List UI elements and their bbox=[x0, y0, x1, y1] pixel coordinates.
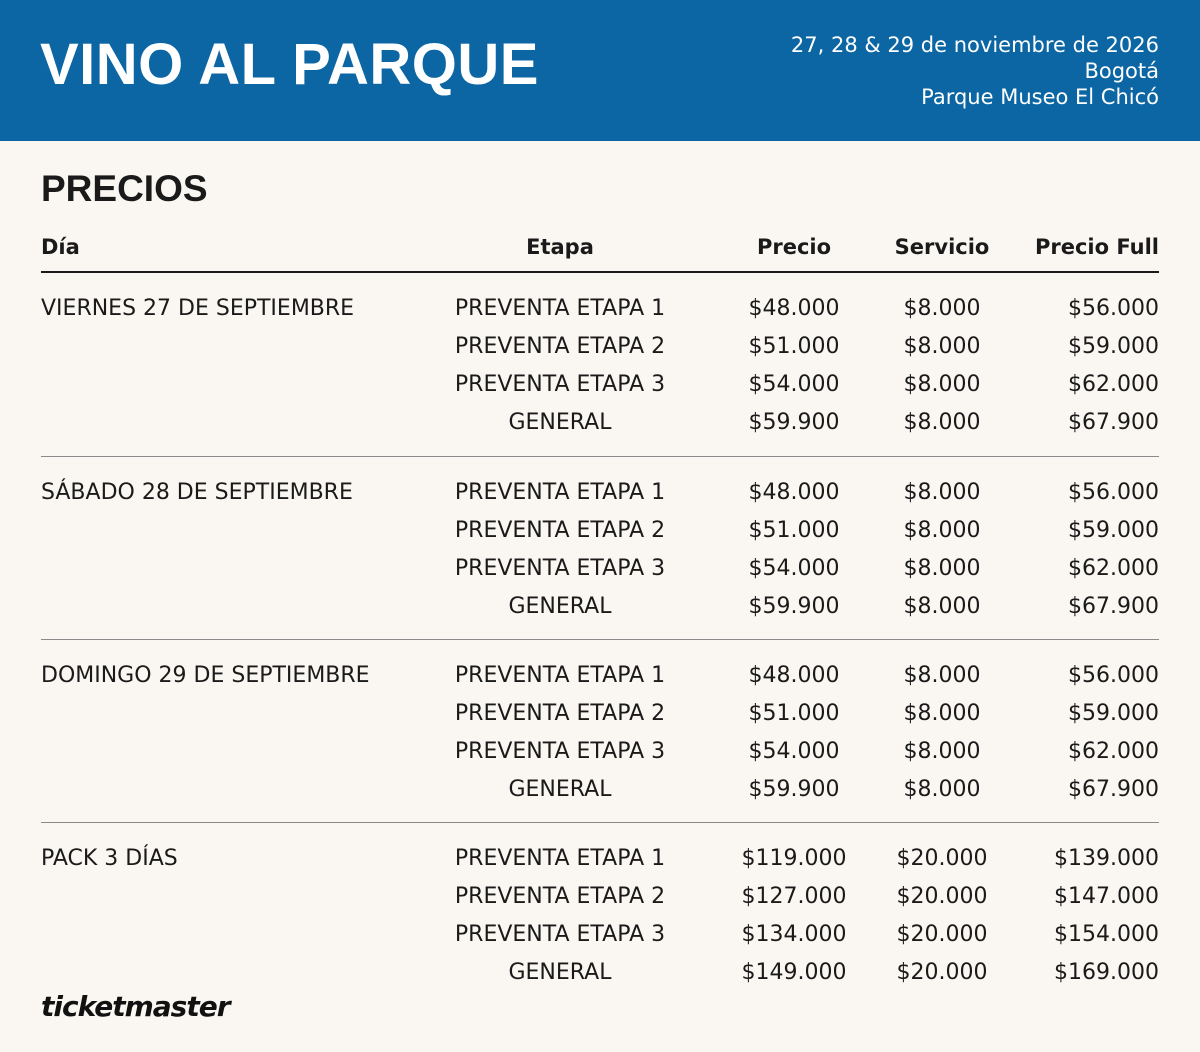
table-row bbox=[41, 662, 1159, 700]
cell-precio-full: $62.000 bbox=[1068, 556, 1159, 581]
cell-etapa: PREVENTA ETAPA 1 bbox=[454, 846, 666, 871]
event-city: Bogotá bbox=[1084, 59, 1159, 83]
table-row bbox=[41, 333, 1159, 371]
day-group bbox=[41, 457, 1159, 640]
event-info bbox=[791, 32, 1159, 110]
table-row bbox=[41, 883, 1159, 921]
cell-precio-full: $67.900 bbox=[1068, 777, 1159, 802]
table-row bbox=[41, 409, 1159, 447]
day-group bbox=[41, 823, 1159, 1005]
cell-etapa: PREVENTA ETAPA 1 bbox=[454, 296, 666, 321]
cell-precio-full: $154.000 bbox=[1054, 922, 1159, 947]
cell-precio: $54.000 bbox=[748, 372, 840, 397]
cell-servicio: $8.000 bbox=[903, 663, 981, 688]
cell-precio-full: $62.000 bbox=[1068, 372, 1159, 397]
prices-table bbox=[41, 228, 1159, 1005]
table-row bbox=[41, 555, 1159, 593]
cell-etapa: PREVENTA ETAPA 1 bbox=[454, 480, 666, 505]
cell-precio-full: $67.900 bbox=[1068, 594, 1159, 619]
cell-servicio: $8.000 bbox=[903, 372, 981, 397]
event-title: VINO AL PARQUE bbox=[40, 32, 539, 97]
cell-servicio: $8.000 bbox=[903, 739, 981, 764]
cell-precio-full: $139.000 bbox=[1054, 846, 1159, 871]
cell-precio-full: $67.900 bbox=[1068, 410, 1159, 435]
cell-precio-full: $59.000 bbox=[1068, 701, 1159, 726]
table-row bbox=[41, 921, 1159, 959]
table-row bbox=[41, 845, 1159, 883]
cell-etapa: PREVENTA ETAPA 2 bbox=[454, 334, 666, 359]
column-header-etapa: Etapa bbox=[526, 235, 594, 259]
cell-etapa: PREVENTA ETAPA 2 bbox=[454, 701, 666, 726]
cell-precio-full: $56.000 bbox=[1068, 663, 1159, 688]
cell-servicio: $8.000 bbox=[903, 334, 981, 359]
cell-etapa: PREVENTA ETAPA 3 bbox=[454, 372, 666, 397]
cell-precio: $48.000 bbox=[748, 296, 840, 321]
cell-servicio: $20.000 bbox=[896, 922, 988, 947]
cell-servicio: $8.000 bbox=[903, 296, 981, 321]
table-row bbox=[41, 593, 1159, 631]
cell-etapa: PREVENTA ETAPA 3 bbox=[454, 922, 666, 947]
cell-precio-full: $169.000 bbox=[1054, 960, 1159, 985]
column-header-dia: Día bbox=[41, 235, 80, 259]
table-row bbox=[41, 700, 1159, 738]
table-row bbox=[41, 738, 1159, 776]
cell-etapa: GENERAL bbox=[508, 594, 612, 619]
cell-servicio: $20.000 bbox=[896, 884, 988, 909]
day-label: PACK 3 DÍAS bbox=[41, 846, 178, 871]
cell-servicio: $8.000 bbox=[903, 518, 981, 543]
cell-precio: $59.900 bbox=[748, 594, 840, 619]
column-header-servicio: Servicio bbox=[894, 235, 990, 259]
day-label: SÁBADO 28 DE SEPTIEMBRE bbox=[41, 480, 353, 505]
cell-servicio: $8.000 bbox=[903, 410, 981, 435]
table-row bbox=[41, 479, 1159, 517]
ticketmaster-logo: ticketmaster bbox=[41, 990, 230, 1023]
day-label: DOMINGO 29 DE SEPTIEMBRE bbox=[41, 663, 370, 688]
cell-precio-full: $62.000 bbox=[1068, 739, 1159, 764]
cell-precio: $51.000 bbox=[748, 518, 840, 543]
cell-precio: $48.000 bbox=[748, 663, 840, 688]
cell-precio: $59.900 bbox=[748, 777, 840, 802]
cell-servicio: $8.000 bbox=[903, 594, 981, 619]
table-row bbox=[41, 776, 1159, 814]
cell-etapa: GENERAL bbox=[508, 960, 612, 985]
cell-servicio: $8.000 bbox=[903, 701, 981, 726]
table-row bbox=[41, 517, 1159, 555]
cell-servicio: $8.000 bbox=[903, 777, 981, 802]
column-header-precio: Precio bbox=[756, 235, 832, 259]
cell-etapa: PREVENTA ETAPA 3 bbox=[454, 556, 666, 581]
cell-precio: $59.900 bbox=[748, 410, 840, 435]
cell-precio-full: $59.000 bbox=[1068, 518, 1159, 543]
cell-servicio: $20.000 bbox=[896, 960, 988, 985]
cell-servicio: $8.000 bbox=[903, 480, 981, 505]
day-group bbox=[41, 273, 1159, 457]
table-row bbox=[41, 371, 1159, 409]
table-header bbox=[41, 228, 1159, 273]
cell-etapa: PREVENTA ETAPA 1 bbox=[454, 663, 666, 688]
cell-precio-full: $56.000 bbox=[1068, 480, 1159, 505]
table-row bbox=[41, 295, 1159, 333]
cell-precio: $48.000 bbox=[748, 480, 840, 505]
cell-etapa: PREVENTA ETAPA 2 bbox=[454, 884, 666, 909]
column-header-precio-full: Precio Full bbox=[1034, 235, 1159, 259]
cell-precio: $51.000 bbox=[748, 334, 840, 359]
cell-etapa: PREVENTA ETAPA 3 bbox=[454, 739, 666, 764]
cell-precio-full: $59.000 bbox=[1068, 334, 1159, 359]
section-title: PRECIOS bbox=[41, 168, 208, 209]
cell-precio-full: $147.000 bbox=[1054, 884, 1159, 909]
cell-etapa: PREVENTA ETAPA 2 bbox=[454, 518, 666, 543]
cell-servicio: $8.000 bbox=[903, 556, 981, 581]
day-label: VIERNES 27 DE SEPTIEMBRE bbox=[41, 296, 355, 321]
cell-servicio: $20.000 bbox=[896, 846, 988, 871]
day-group bbox=[41, 640, 1159, 823]
cell-precio: $127.000 bbox=[741, 884, 847, 909]
cell-precio: $119.000 bbox=[741, 846, 847, 871]
cell-precio: $54.000 bbox=[748, 556, 840, 581]
cell-etapa: GENERAL bbox=[508, 777, 612, 802]
event-venue: Parque Museo El Chicó bbox=[921, 85, 1159, 109]
cell-precio: $51.000 bbox=[748, 701, 840, 726]
header-banner bbox=[0, 0, 1200, 141]
cell-precio: $134.000 bbox=[741, 922, 847, 947]
cell-precio-full: $56.000 bbox=[1068, 296, 1159, 321]
table-body bbox=[41, 273, 1159, 1005]
cell-precio: $149.000 bbox=[741, 960, 847, 985]
cell-etapa: GENERAL bbox=[508, 410, 612, 435]
cell-precio: $54.000 bbox=[748, 739, 840, 764]
event-dates: 27, 28 & 29 de noviembre de 2026 bbox=[790, 33, 1159, 57]
